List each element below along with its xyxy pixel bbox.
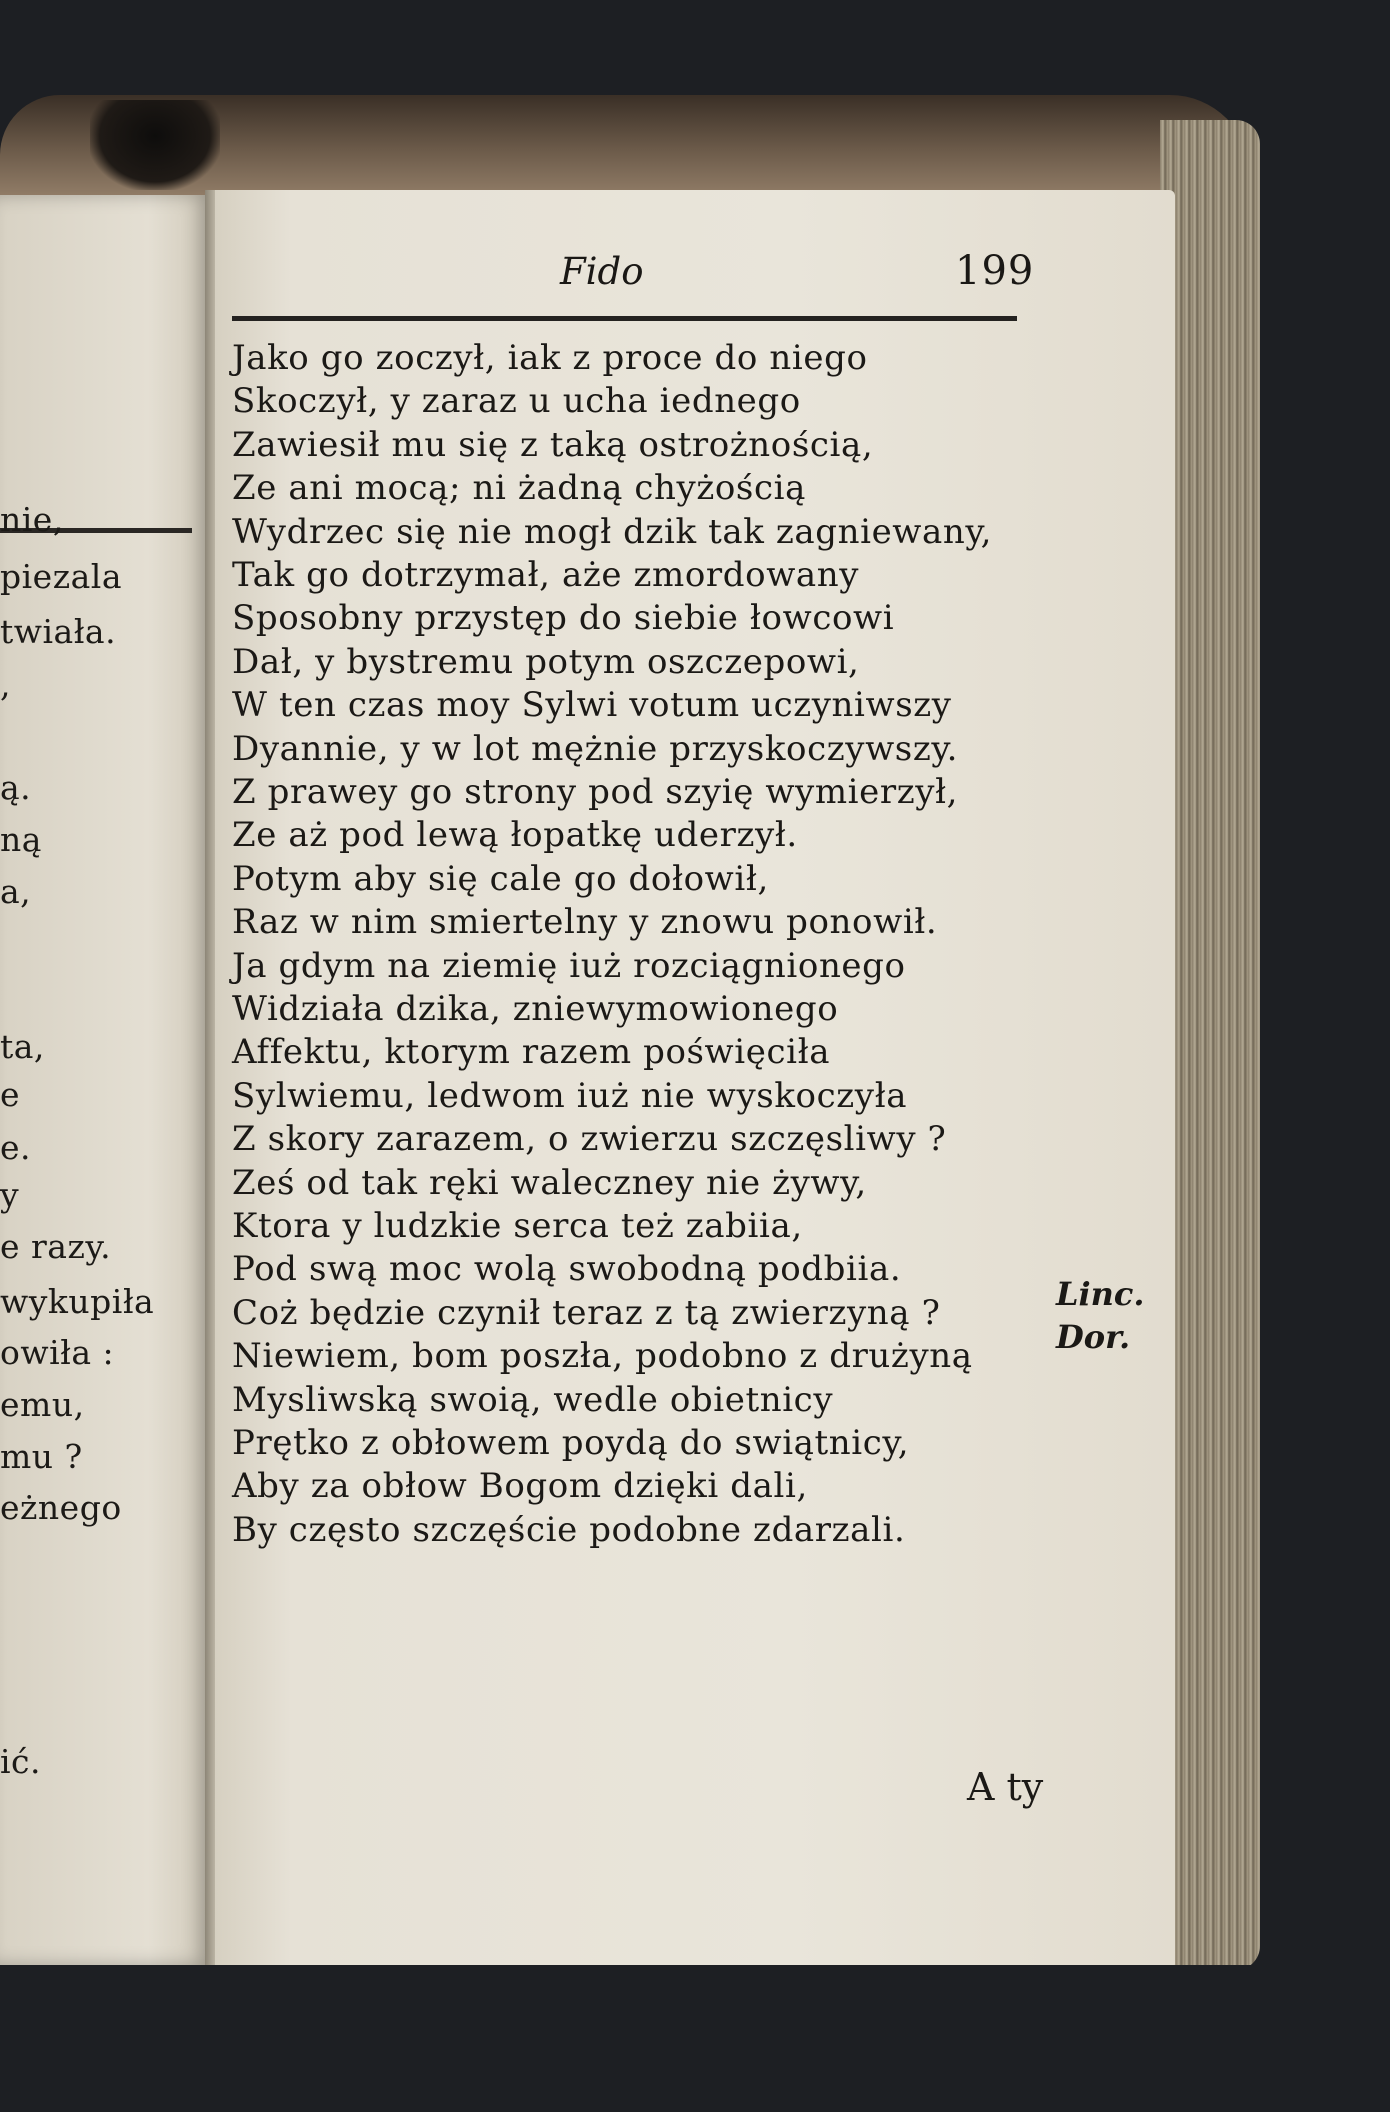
left-fragment: twiała. — [0, 612, 117, 651]
verse-line: Coż będzie czynił teraz z tą zwierzyną ? — [232, 1292, 941, 1333]
verse-line: Aby za obłow Bogom dzięki dali, — [232, 1466, 808, 1507]
verse-line: Ześ od tak ręki waleczney nie żywy, — [232, 1162, 867, 1203]
verse-line: Prętko z obłowem poydą do swiątnicy, — [232, 1423, 910, 1463]
verse-line: Widziała dzika, zniewymowionego — [232, 989, 839, 1029]
verse-line: Mysliwską swoią, wedle obietnicy — [232, 1379, 834, 1420]
verse-line: Sposobny przystęp do siebie łowcowi — [232, 598, 895, 639]
left-fragment: a, — [0, 872, 32, 911]
left-fragment: e — [0, 1075, 21, 1114]
left-fragment: piezala — [0, 557, 122, 596]
verse-line: Dyannie, y w lot mężnie przyskoczywszy. — [232, 728, 959, 769]
verse-line: Raz w nim smiertelny y znowu ponowił. — [232, 902, 938, 943]
verse-line: Ze aż pod lewą łopatkę uderzył. — [232, 815, 798, 856]
page-edges — [1160, 120, 1260, 1970]
left-fragment: mu ? — [0, 1437, 83, 1476]
verse-line: Z prawey go strony pod szyię wymierzył, — [232, 772, 959, 812]
verse-line: Pod swą moc wolą swobodną podbiia. — [232, 1249, 902, 1290]
page-number: 199 — [955, 248, 1035, 294]
left-fragment: e razy. — [0, 1227, 112, 1266]
verse-line: Jako go zoczył, iak z proce do niego — [232, 338, 868, 378]
verse-line: Niewiem, bom poszła, podobno z drużyną — [232, 1336, 973, 1377]
verse-line: Skoczył, y zaraz u ucha iednego — [232, 381, 801, 422]
left-fragment: ić. — [0, 1742, 42, 1781]
left-fragment: wykupiła — [0, 1282, 155, 1321]
left-fragment: nie, — [0, 500, 64, 539]
left-page — [0, 195, 212, 1965]
verse-line: W ten czas moy Sylwi votum uczyniwszy — [232, 685, 952, 726]
verse-line: Sylwiemu, ledwom iuż nie wyskoczyła — [232, 1075, 908, 1116]
left-fragment: ta, — [0, 1027, 45, 1066]
verse-line: Zawiesił mu się z taką ostrożnością, — [232, 424, 874, 465]
left-fragment: eżnego — [0, 1488, 122, 1527]
speaker-label: Linc. — [1056, 1274, 1145, 1313]
running-header: Fido — [560, 250, 644, 293]
verse-line: Wydrzec się nie mogł dzik tak zagniewany, — [232, 511, 993, 552]
verse-line: Z skory zarazem, o zwierzu szczęsliwy ? — [232, 1119, 947, 1160]
left-fragment: e. — [0, 1128, 32, 1167]
header-rule — [232, 316, 1017, 321]
verse-line: Ze ani mocą; ni żadną chyżością — [232, 468, 806, 509]
left-fragment: y — [0, 1175, 20, 1214]
bottom-background — [0, 1965, 1300, 2112]
left-fragment: ną — [0, 820, 42, 859]
verse-line: By często szczęście podobne zdarzali. — [232, 1509, 906, 1550]
verse-line: Ktora y ludzkie serca też zabiia, — [232, 1206, 803, 1246]
verse-line: Potym aby się cale go dołowił, — [232, 858, 769, 899]
verse-line: Ja gdym na ziemię iuż rozciągnionego — [232, 945, 906, 986]
left-fragment: owiła : — [0, 1333, 115, 1372]
spine-shadow — [90, 100, 220, 190]
speaker-label: Dor. — [1056, 1318, 1131, 1357]
verse-line: Tak go dotrzymał, aże zmordowany — [232, 555, 860, 595]
left-fragment: emu, — [0, 1385, 85, 1424]
left-fragment: ą. — [0, 768, 32, 807]
verse-line: Affektu, ktorym razem poświęciła — [232, 1032, 831, 1073]
left-fragment: , — [0, 665, 11, 704]
right-catchword: A ty — [967, 1765, 1044, 1809]
verse-line: Dał, y bystremu potym oszczepowi, — [232, 641, 860, 682]
